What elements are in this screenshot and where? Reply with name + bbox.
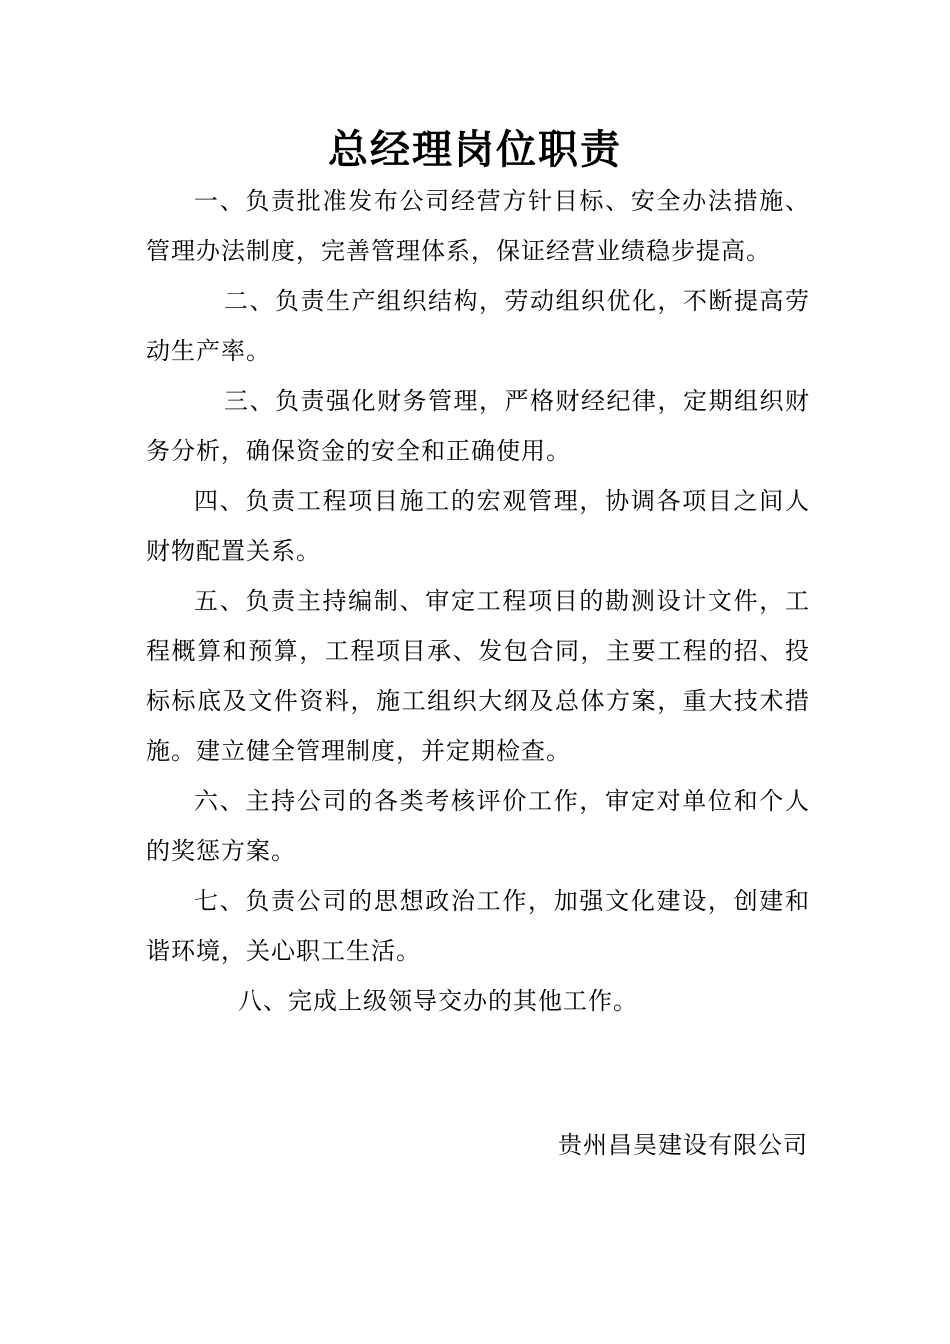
duty-paragraph-7: 七、负责公司的思想政治工作，加强文化建设，创建和谐环境，关心职工生活。 [146, 887, 810, 965]
document-title: 总经理岗位职责 [328, 126, 622, 173]
duty-paragraph-2: 二、负责生产组织结构，劳动组织优化，不断提高劳动生产率。 [146, 287, 810, 365]
document-body [146, 176, 810, 1026]
duty-paragraph-5: 五、负责主持编制、审定工程项目的勘测设计文件，工程概算和预算，工程项目承、发包合同，主要工程的招、投标标底及文件资料，施工组织大纲及总体方案，重大技术措施。建立健全管理制度，并定期检查。 [146, 587, 810, 765]
duty-paragraph-3: 三、负责强化财务管理，严格财经纪律，定期组织财务分析，确保资金的安全和正确使用。 [146, 387, 810, 465]
duty-paragraph-4: 四、负责工程项目施工的宏观管理，协调各项目之间人财物配置关系。 [146, 487, 810, 565]
duty-paragraph-6: 六、主持公司的各类考核评价工作，审定对单位和个人的奖惩方案。 [146, 787, 810, 865]
company-signature: 贵州昌昊建设有限公司 [558, 1131, 808, 1159]
duty-paragraph-1: 一、负责批准发布公司经营方针目标、安全办法措施、管理办法制度，完善管理体系，保证经营业绩稳步提高。 [146, 187, 810, 265]
duty-paragraph-8: 八、完成上级领导交办的其他工作。 [238, 987, 638, 1015]
